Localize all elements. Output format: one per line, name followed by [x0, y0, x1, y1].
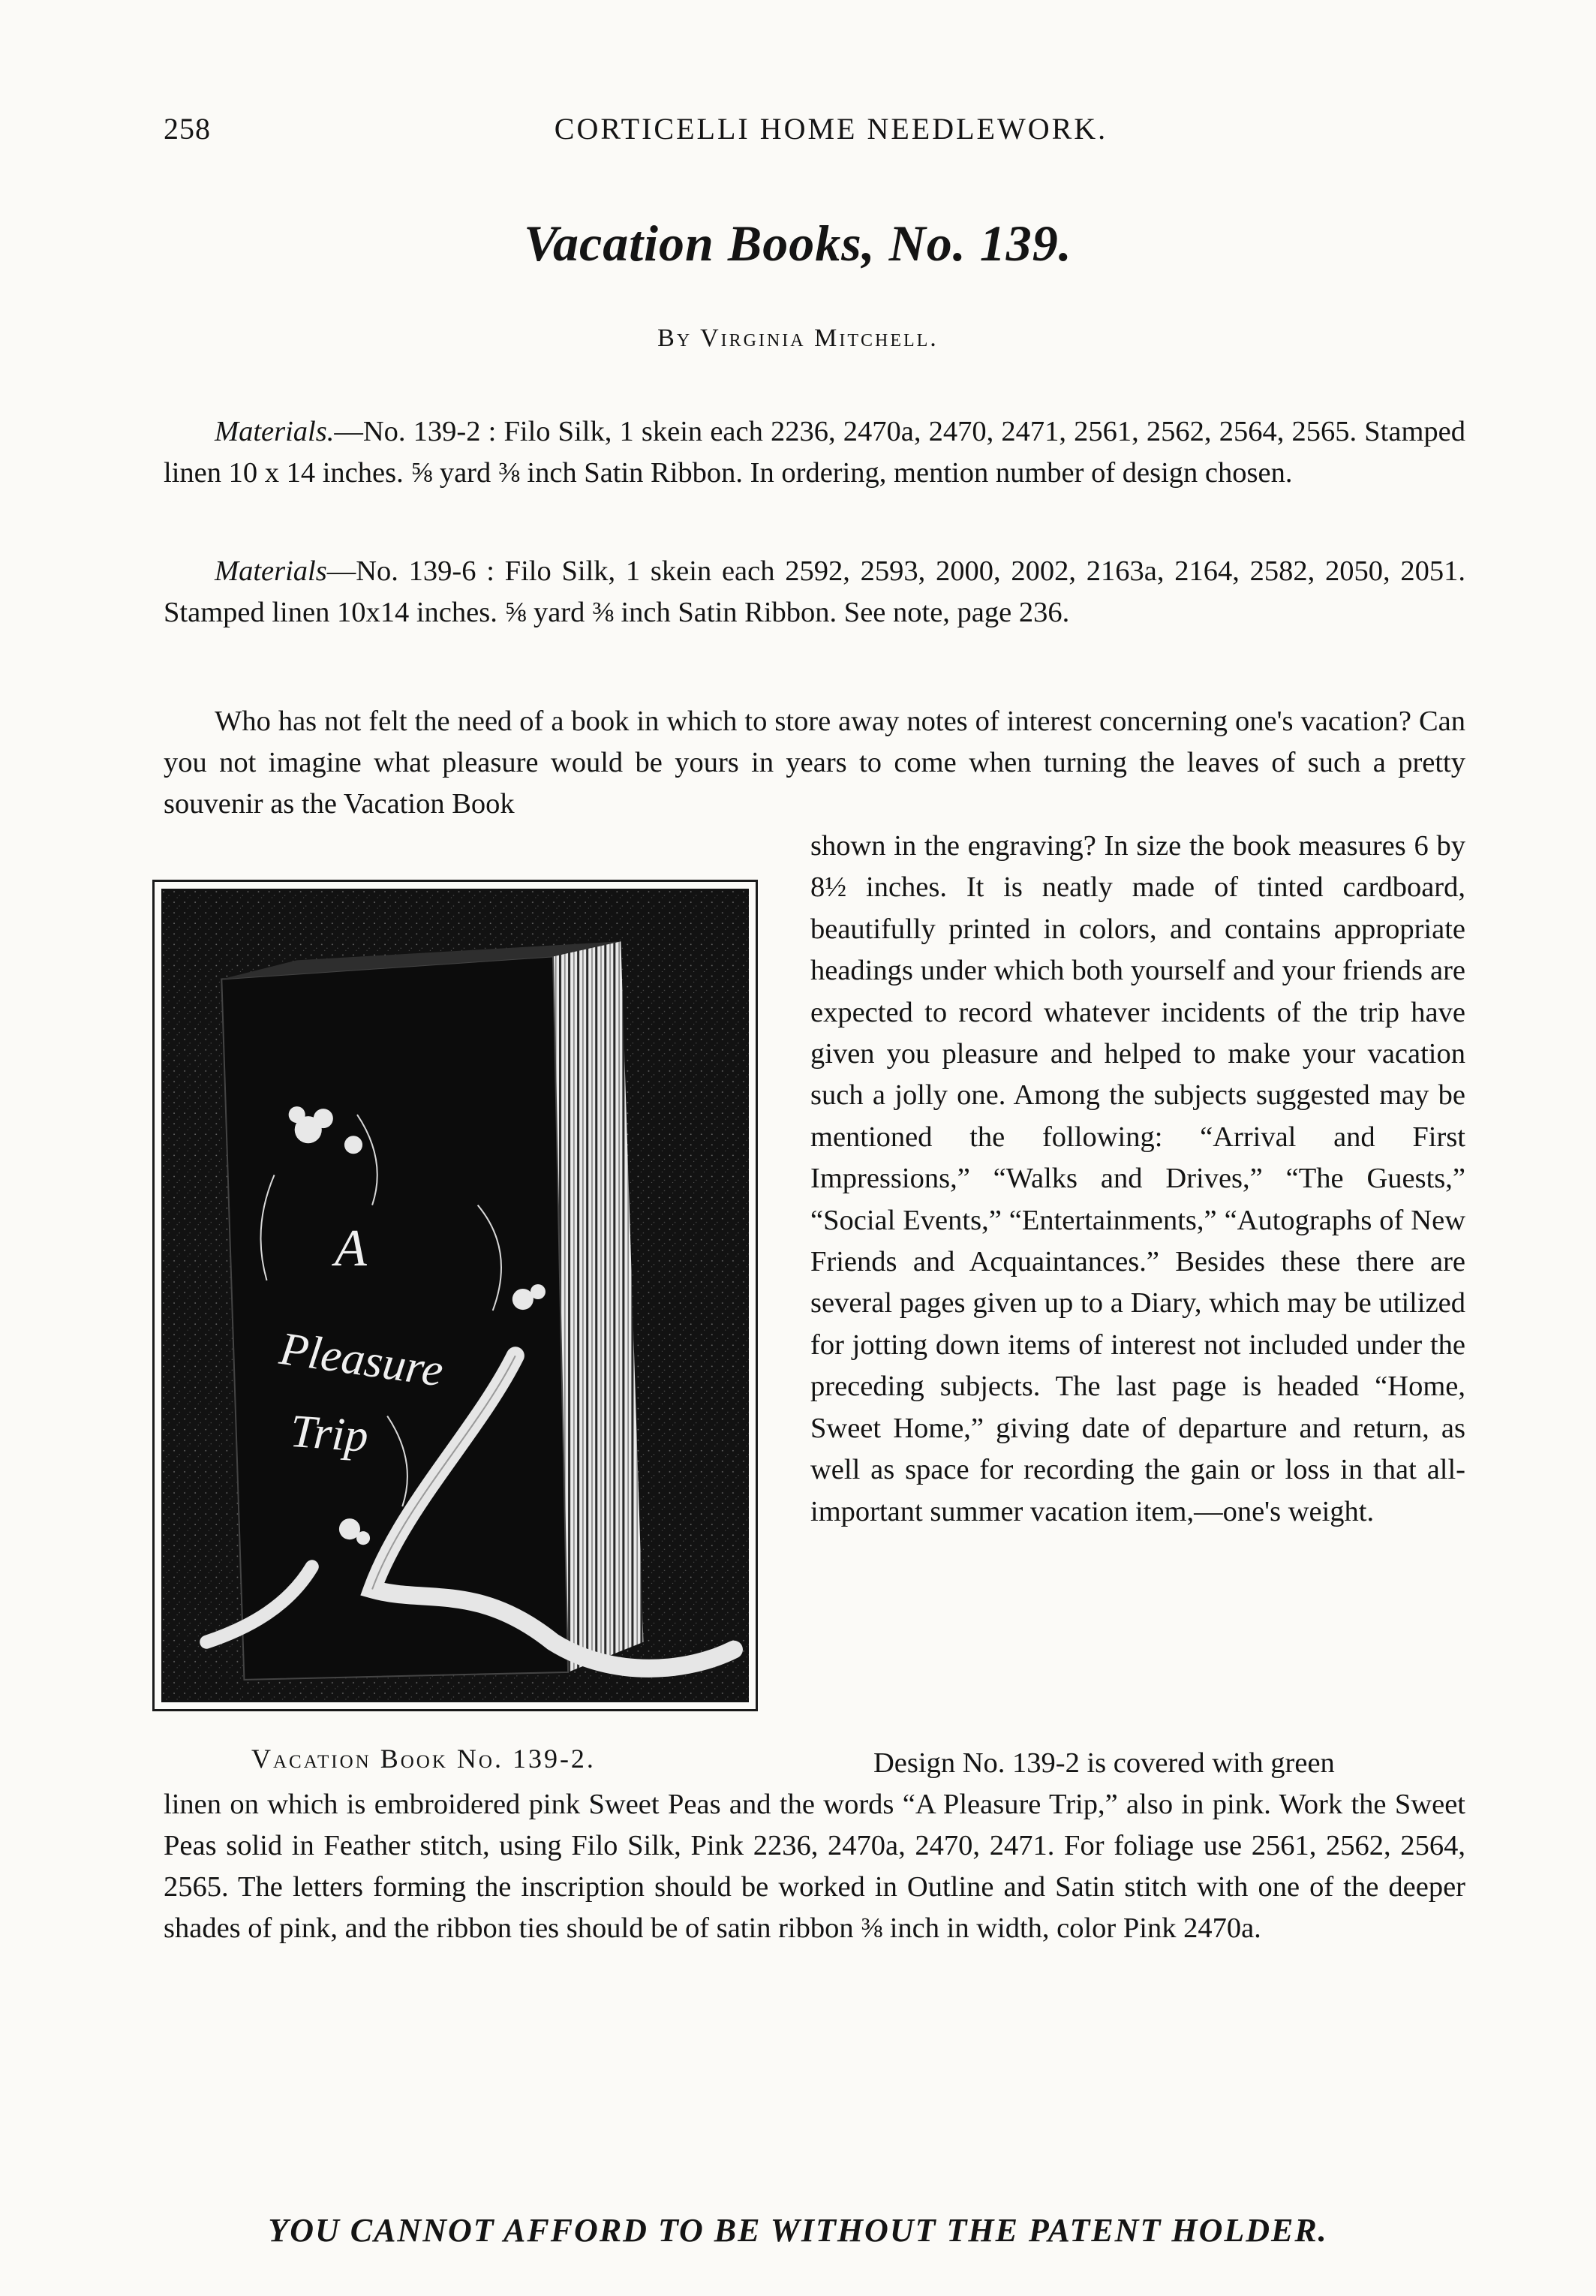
figure-caption: Vacation Book No. 139-2. [251, 1744, 596, 1774]
page-number: 258 [164, 112, 211, 146]
engraving-figure [152, 880, 758, 1711]
design-rest: linen on which is embroidered pink Sweet Peas and the words “A Pleasure Trip,” also in pink. Work the Sweet Peas solid in Feather stitch, using Filo Silk, Pink 2236, 2470a, 2470, 2471. For foliage use 2561, 2562, 2564, 2565. The letters forming the inscription should be worked in Outline and Satin stitch with one of the deeper shades of pink, and the ribbon ties should be of satin ribbon ⅜ inch in width, color Pink 2470a. [164, 1789, 1465, 1944]
materials-label: Materials [215, 555, 327, 587]
vacation-book-engraving [161, 889, 749, 1702]
design-paragraph [164, 1743, 1465, 1949]
running-head: CORTICELLI HOME NEEDLEWORK. [554, 112, 1108, 146]
footer-notice: YOU CANNOT AFFORD TO BE WITHOUT THE PATENT HOLDER. [268, 2212, 1328, 2249]
cover-line-3: Trip [288, 1405, 370, 1462]
article-title: Vacation Books, No. 139. [524, 215, 1072, 272]
wrapped-column-text: shown in the engraving? In size the book measures 6 by 8½ inches. It is neatly made of tinted cardboard, beautifully printed in colors, and contains appropriate headings under which both yourself and your friends are expected to record whatever incidents of the trip have given you pleasure and helped to make your vacation such a jolly one. Among the subjects suggested may be mentioned the following: “Arrival and First Impressions,” “Walks and Drives,” “The Guests,” “Social Events,” “Entertainments,” “Autographs of New Friends and Acquaintances.” Besides these there are several pages given up to a Diary, which may be utilized for jotting down items of interest not included under the preceding subjects. The last page is headed “Home, Sweet Home,” giving date of departure and return, as well as space for recording the gain or loss in that all-important summer vacation item,—one's weight. [810, 830, 1465, 1527]
materials-paragraph-2 [164, 551, 1465, 633]
materials-label: Materials. [215, 416, 335, 447]
cover-line-2: Pleasure [276, 1323, 446, 1397]
cover-line-1: A [334, 1218, 367, 1277]
page-header [164, 111, 1468, 156]
materials-paragraph-1 [164, 411, 1465, 494]
materials-text: —No. 139-2 : Filo Silk, 1 skein each 2236, 2470a, 2470, 2471, 2561, 2562, 2564, 2565. Stamped linen 10 x 14 inches. ⅝ yard ⅜ inch Satin Ribbon. In ordering, mention number of design chosen. [164, 416, 1465, 489]
intro-paragraph: Who has not felt the need of a book in which to store away notes of interest concerning one's vacation? Can you not imagine what pleasure would be yours in years to come when turning the leaves of such a pretty souvenir as the Vacation Book [164, 706, 1465, 820]
book-cover [221, 956, 568, 1680]
article-byline: By Virginia Mitchell. [657, 324, 939, 352]
design-first-line: Design No. 139-2 is covered with green [873, 1747, 1335, 1779]
materials-text: —No. 139-6 : Filo Silk, 1 skein each 2592, 2593, 2000, 2002, 2163a, 2164, 2582, 2050, 2051. Stamped linen 10x14 inches. ⅝ yard ⅜ inch Satin Ribbon. See note, page 236. [164, 555, 1465, 628]
